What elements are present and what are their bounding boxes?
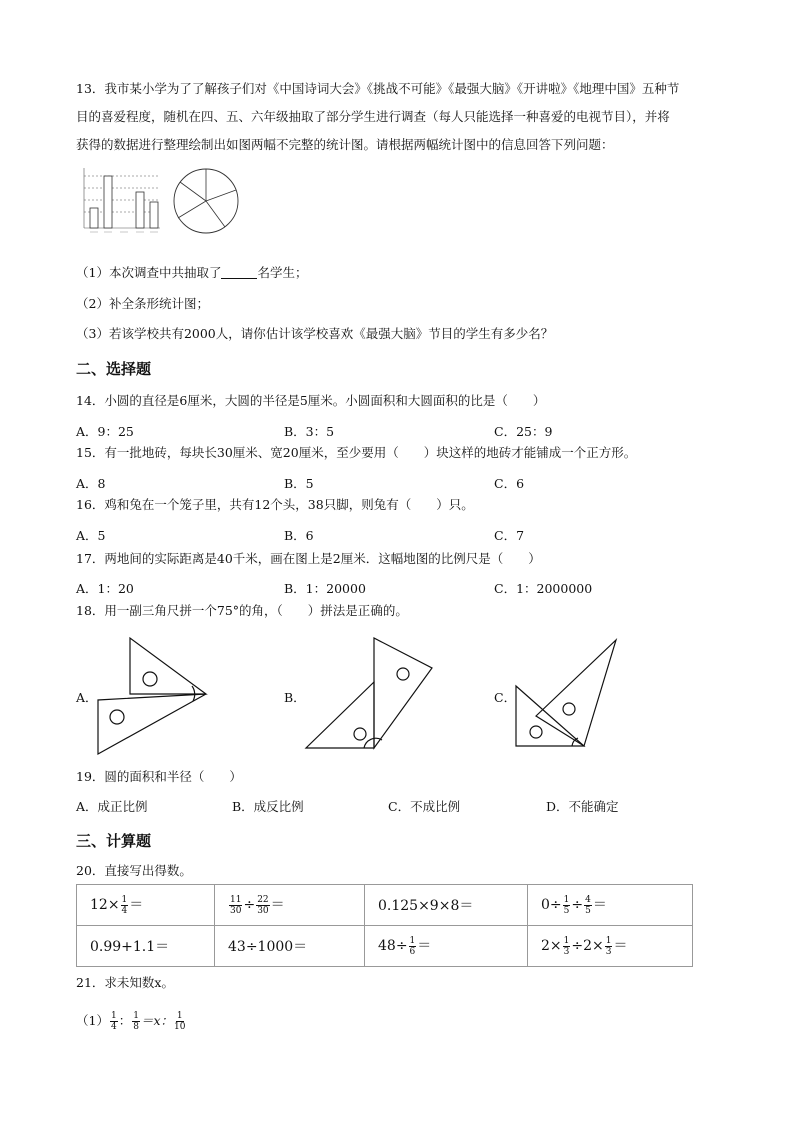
equals-sign: ＝	[592, 897, 607, 914]
q14-stem: 14．小圆的直径是6厘米，大圆的半径是5厘米。小圆面积和大圆面积的比是（ ）	[76, 393, 546, 408]
q14-option-b[interactable]: B．3：5	[284, 424, 335, 439]
calc-text: ÷	[571, 897, 584, 914]
calc-cell-5[interactable]: 0.99+1.1＝	[77, 926, 215, 967]
calc-text: ÷2×	[571, 938, 604, 955]
equals-sign: ＝	[417, 938, 432, 955]
q19-option-d[interactable]: D．不能确定	[546, 799, 619, 814]
frac-num: 1	[605, 935, 612, 946]
calc-cell-1[interactable]	[77, 885, 215, 926]
fraction	[229, 895, 242, 916]
answer-blank[interactable]	[221, 265, 257, 279]
q18-option-a[interactable]: A．	[76, 690, 98, 705]
q19-option-b[interactable]: B．成反比例	[232, 799, 304, 814]
fraction	[584, 895, 592, 916]
calc-text: 12×	[90, 897, 120, 914]
q13-sub-1	[76, 264, 307, 282]
frac-num: 1	[563, 894, 570, 905]
frac-den: 5	[585, 905, 591, 916]
table-row	[77, 885, 693, 926]
frac-num: 1	[133, 1011, 139, 1021]
q13-pie-chart	[168, 166, 252, 236]
calc-text: 0÷	[541, 897, 562, 914]
calc-cell-3[interactable]: 0.125×9×8＝	[365, 885, 528, 926]
q17-option-c[interactable]: C．1：2000000	[494, 581, 593, 596]
q13-line-1: 13．我市某小学为了了解孩子们对《中国诗词大会》《挑战不可能》《最强大脑》《开讲啦》《地理中国》五种节	[76, 81, 680, 96]
equation-middle: ＝x：	[140, 1013, 173, 1028]
fraction	[563, 936, 571, 957]
q18-stem: 18．用一副三角尺拼一个75°的角，（ ）拼法是正确的。	[76, 603, 408, 618]
q20-stem: 20．直接写出得数。	[76, 863, 192, 878]
q14-option-c[interactable]: C．25：9	[494, 424, 553, 439]
fraction	[174, 1011, 185, 1032]
table-row	[77, 926, 693, 967]
q16-option-c[interactable]: C．7	[494, 528, 525, 543]
q15-stem: 15．有一批地砖，每块长30厘米、宽20厘米，至少要用（ ）块这样的地砖才能铺成一个正方形。	[76, 445, 637, 460]
equals-sign: ＝	[129, 897, 144, 914]
fraction	[409, 936, 417, 957]
section-title-choice: 二、选择题	[76, 360, 152, 378]
frac-num: 11	[230, 894, 242, 905]
q13-sub-1-tail: 名学生；	[257, 265, 308, 280]
q16-option-b[interactable]: B．6	[284, 528, 314, 543]
q13-line-2: 目的喜爱程度，随机在四、五、六年级抽取了部分学生进行调查（每人只能选择一种喜爱的电视节目），并将	[76, 109, 670, 124]
frac-den: 10	[174, 1022, 186, 1032]
q21-equation-1	[76, 1008, 186, 1034]
triangle-figure-b	[304, 636, 438, 752]
q13-bar-chart	[74, 162, 166, 248]
frac-den: 5	[563, 905, 570, 916]
calc-text: 2×	[541, 938, 562, 955]
equals-sign: ＝	[270, 897, 285, 914]
q15-option-b[interactable]: B．5	[284, 476, 314, 491]
q17-stem: 17．两地间的实际距离是40千米，画在图上是2厘米．这幅地图的比例尺是（ ）	[76, 551, 541, 566]
fraction	[563, 895, 571, 916]
q18-option-b[interactable]: B．	[284, 690, 306, 705]
frac-den: 3	[563, 946, 570, 957]
calc-text: 48÷	[378, 938, 408, 955]
frac-den: 4	[110, 1022, 117, 1032]
q20-calc-table	[76, 884, 693, 967]
frac-den: 6	[409, 946, 416, 957]
q14-option-a[interactable]: A．9：25	[76, 424, 134, 439]
fraction	[121, 895, 129, 916]
calc-cell-2[interactable]	[215, 885, 365, 926]
q18-option-c[interactable]: C．	[494, 690, 517, 705]
q16-stem: 16．鸡和兔在一个笼子里，共有12个头，38只脚，则兔有（ ）只。	[76, 497, 474, 512]
q16-option-a[interactable]: A．5	[76, 528, 106, 543]
calc-cell-7[interactable]	[365, 926, 528, 967]
fraction	[132, 1011, 140, 1032]
frac-den: 30	[257, 905, 269, 916]
q19-stem: 19．圆的面积和半径（ ）	[76, 769, 242, 784]
ratio-colon: ：	[118, 1013, 132, 1028]
q13-sub-1-text: （1）本次调查中共抽取了	[76, 265, 222, 280]
q17-option-b[interactable]: B．1：20000	[284, 581, 366, 596]
frac-num: 1	[563, 935, 570, 946]
fraction	[110, 1011, 118, 1032]
q13-sub-3: （3）若该学校共有2000人，请你估计该学校喜欢《最强大脑》节目的学生有多少名？	[76, 326, 554, 341]
frac-den: 4	[121, 905, 128, 916]
frac-num: 1	[121, 894, 128, 905]
calc-text: ÷	[243, 897, 256, 914]
equals-sign: ＝	[613, 938, 628, 955]
q21-stem: 21．求未知数x。	[76, 975, 174, 990]
q17-option-a[interactable]: A．1：20	[76, 581, 134, 596]
frac-num: 4	[585, 894, 591, 905]
q15-option-a[interactable]: A．8	[76, 476, 106, 491]
triangle-figure-c	[512, 636, 620, 750]
frac-den: 3	[605, 946, 612, 957]
frac-num: 1	[409, 935, 416, 946]
frac-num: 1	[176, 1011, 183, 1021]
frac-num: 22	[257, 894, 269, 905]
calc-cell-4[interactable]	[528, 885, 693, 926]
q19-option-a[interactable]: A．成正比例	[76, 799, 148, 814]
frac-den: 8	[133, 1022, 139, 1032]
frac-den: 30	[230, 905, 242, 916]
q19-option-c[interactable]: C．不成比例	[388, 799, 461, 814]
q13-sub-2: （2）补全条形统计图；	[76, 296, 209, 311]
section-title-calc: 三、计算题	[76, 832, 152, 850]
q13-line-3: 获得的数据进行整理绘制出如图两幅不完整的统计图。请根据两幅统计图中的信息回答下列问题：	[76, 137, 614, 152]
fraction	[605, 936, 613, 957]
calc-cell-6[interactable]: 43÷1000＝	[215, 926, 365, 967]
calc-cell-8[interactable]	[528, 926, 693, 967]
q15-option-c[interactable]: C．6	[494, 476, 525, 491]
triangle-figure-a	[92, 636, 212, 758]
frac-num: 1	[110, 1011, 117, 1021]
fraction	[256, 895, 269, 916]
sub-number: （1）	[76, 1013, 109, 1028]
